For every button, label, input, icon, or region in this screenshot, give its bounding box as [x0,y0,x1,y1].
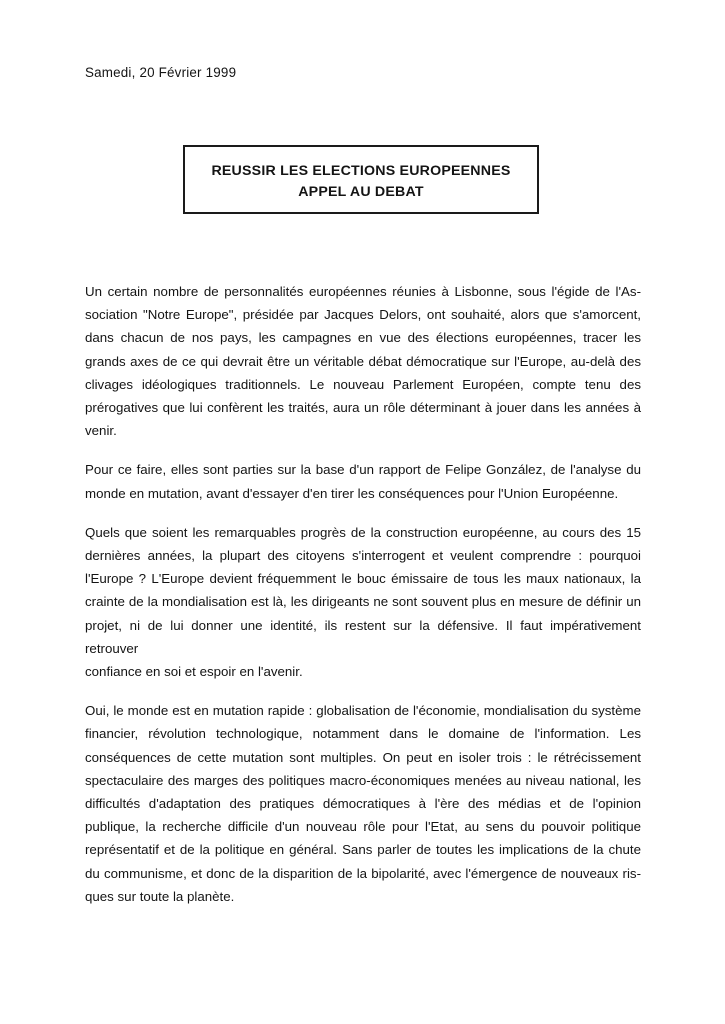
text-line: monde en mutation, avant d'essayer d'en tirer les conséquences pour l'Union Européenne. [85,485,619,501]
text-line: difficultés d'adaptation des pratiques démocratiques à l'ère des médias et de l'opinion [85,796,641,812]
document-body [85,280,641,924]
text-line: prérogatives que lui confèrent les traités, aura un rôle déterminant à jouer dans les années à [85,400,641,416]
paragraph [85,458,641,504]
paragraph [85,521,641,683]
text-line: du communisme, et donc de la disparition de la bipolarité, avec l'émergence de nouveaux ris- [85,865,641,881]
paragraph [85,280,641,442]
document-date: Samedi, 20 Février 1999 [85,65,237,80]
text-line: dernières années, la plupart des citoyens s'interrogent et veulent comprendre : pourquoi [85,548,641,564]
title-box [183,145,539,214]
text-line: sociation "Notre Europe", présidée par Jacques Delors, ont souhaité, alors que s'amorcent, [85,307,641,323]
text-line: projet, ni de lui donner une identité, ils restent sur la défensive. Il faut impérativement retrouver [85,617,641,656]
text-line: spectaculaire des marges des politiques macro-économiques menées au niveau national, les [85,772,641,788]
text-line: confiance en soi et espoir en l'avenir. [85,664,303,680]
text-line: dans chacun de nos pays, les campagnes en vue des élections européennes, tracer les [85,330,641,346]
text-line: crainte de la mondialisation est là, les dirigeants ne sont souvent plus en mesure de définir un [85,594,641,610]
text-line: publique, la recherche difficile d'un nouveau rôle pour l'Etat, au sens du pouvoir politique [85,819,641,835]
text-line: Pour ce faire, elles sont parties sur la base d'un rapport de Felipe González, de l'analyse du [85,462,641,478]
text-line: Un certain nombre de personnalités européennes réunies à Lisbonne, sous l'égide de l'As- [85,284,641,299]
text-line: l'Europe ? L'Europe devient fréquemment le bouc émissaire de tous les maux nationaux, la [85,571,641,587]
text-line: conséquences de cette mutation sont multiples. On peut en isoler trois : le rétrécissement [85,749,641,765]
title-line-2: APPEL AU DEBAT [298,184,424,200]
text-line: clivages idéologiques traditionnels. Le nouveau Parlement Européen, compte tenu des [85,376,641,392]
text-line: Oui, le monde est en mutation rapide : globalisation de l'économie, mondialisation du système [85,703,641,719]
text-line: ques sur toute la planète. [85,888,235,904]
text-line: représentatif et de la politique en général. Sans parler de toutes les implications de la chute [85,842,641,858]
paragraph [85,699,641,908]
text-line: Quels que soient les remarquables progrès de la construction européenne, au cours des 15 [85,524,641,540]
title-line-1: REUSSIR LES ELECTIONS EUROPEENNES [211,163,511,179]
text-line: venir. [85,423,117,439]
text-line: financier, révolution technologique, notamment dans le domaine de l'information. Les [85,726,641,742]
text-line: grands axes de ce qui devrait être un véritable débat démocratique sur l'Europe, au-delà des [85,353,641,369]
